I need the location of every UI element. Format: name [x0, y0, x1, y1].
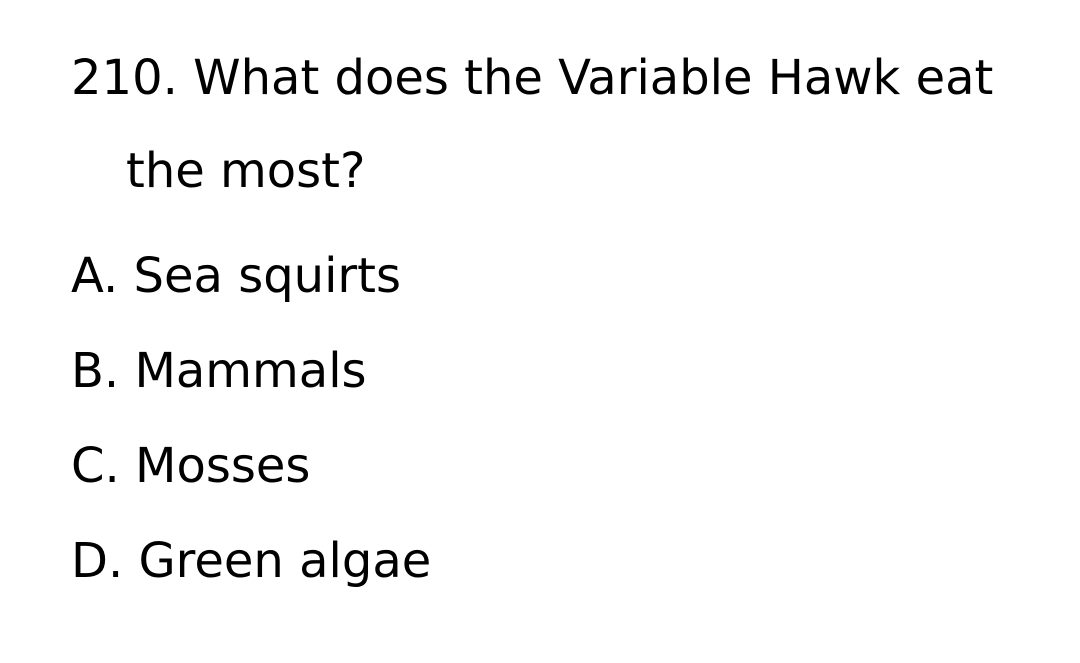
- option-letter: C.: [71, 438, 120, 494]
- question-number: 210.: [71, 50, 178, 106]
- answer-options: [71, 229, 431, 609]
- option-text: Sea squirts: [133, 248, 401, 304]
- option-letter: A.: [71, 248, 119, 304]
- option-d[interactable]: [71, 514, 431, 609]
- option-letter: D.: [71, 533, 124, 589]
- question-text: [71, 32, 1080, 218]
- option-text: Mammals: [134, 343, 367, 399]
- option-text: Mosses: [135, 438, 311, 494]
- option-a[interactable]: [71, 229, 431, 324]
- option-text: Green algae: [138, 533, 432, 589]
- option-c[interactable]: [71, 419, 431, 514]
- option-letter: B.: [71, 343, 120, 399]
- question-body: What does the Variable Hawk eat the most?: [126, 50, 994, 199]
- option-b[interactable]: [71, 324, 431, 419]
